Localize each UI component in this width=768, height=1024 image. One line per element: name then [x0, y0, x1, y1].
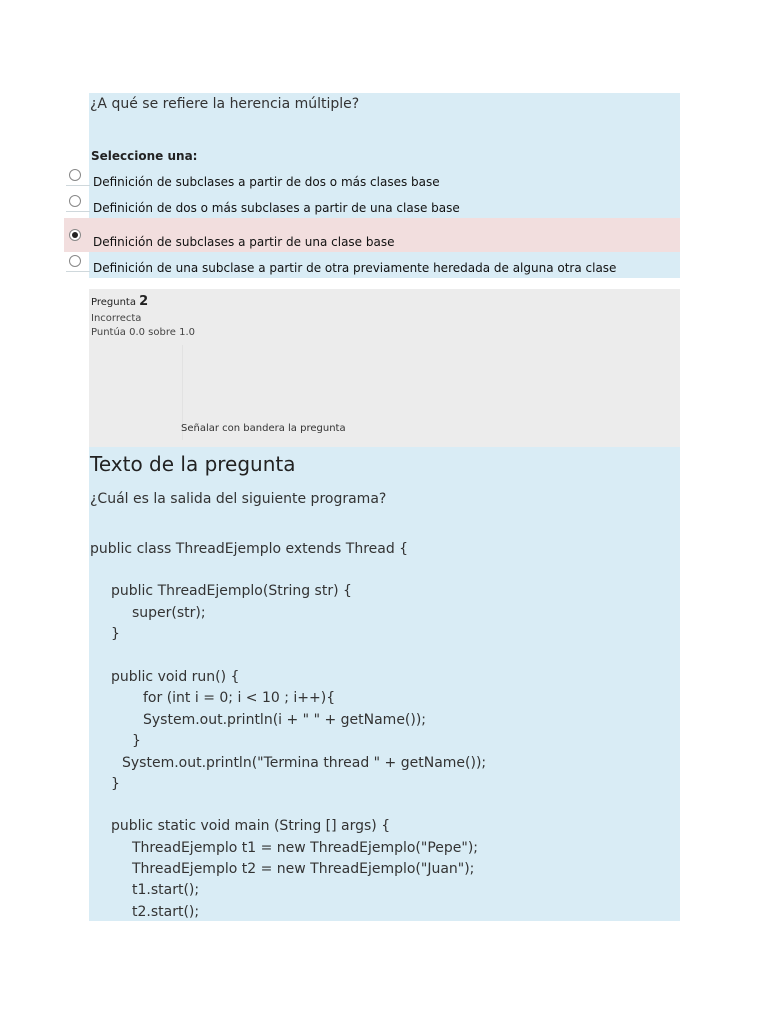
- question-2-text: ¿Cuál es la salida del siguiente programa?: [90, 491, 387, 507]
- code-line: }: [111, 626, 120, 642]
- answer-option-2[interactable]: [66, 193, 680, 219]
- code-line: public void run() {: [111, 669, 240, 685]
- option-separator: [66, 271, 90, 272]
- code-line: }: [111, 776, 120, 792]
- code-line: ThreadEjemplo t1 = new ThreadEjemplo("Pepe");: [132, 840, 479, 856]
- radio-button[interactable]: [69, 195, 81, 207]
- answer-option-label: Definición de dos o más subclases a partir de una clase base: [93, 201, 460, 215]
- answer-option-label: Definición de subclases a partir de una clase base: [93, 235, 395, 249]
- answer-option-3[interactable]: [64, 218, 680, 252]
- question-1-text: ¿A qué se refiere la herencia múltiple?: [90, 96, 360, 112]
- code-line: ThreadEjemplo t2 = new ThreadEjemplo("Juan");: [132, 861, 475, 877]
- code-line: public ThreadEjemplo(String str) {: [111, 583, 352, 599]
- code-line: }: [132, 733, 141, 749]
- code-line: t2.start();: [132, 904, 200, 920]
- question-score: Puntúa 0.0 sobre 1.0: [91, 327, 195, 338]
- question-status: Incorrecta: [91, 313, 142, 324]
- code-line: super(str);: [132, 605, 206, 621]
- code-line: System.out.println(i + " " + getName());: [143, 712, 427, 728]
- answer-option-label: Definición de una subclase a partir de otra previamente heredada de alguna otra clase: [93, 261, 617, 275]
- radio-button[interactable]: [69, 255, 81, 267]
- question-info-panel: [89, 289, 680, 447]
- code-line: public static void main (String [] args) {: [111, 818, 391, 834]
- question-label: Pregunta: [91, 297, 136, 308]
- radio-button-selected[interactable]: [69, 229, 81, 241]
- code-line: for (int i = 0; i < 10 ; i++){: [143, 690, 336, 706]
- code-line: t1.start();: [132, 882, 200, 898]
- answer-option-1[interactable]: [66, 167, 680, 193]
- flag-question-link[interactable]: Señalar con bandera la pregunta: [181, 423, 346, 434]
- question-number: [91, 294, 148, 309]
- radio-button[interactable]: [69, 169, 81, 181]
- answer-option-label: Definición de subclases a partir de dos o más clases base: [93, 175, 440, 189]
- question-number-value: 2: [139, 294, 149, 309]
- question-text-heading: Texto de la pregunta: [90, 452, 296, 476]
- option-separator: [66, 211, 90, 212]
- option-separator: [66, 185, 90, 186]
- select-one-label: Seleccione una:: [91, 149, 198, 163]
- code-line: System.out.println("Termina thread " + getName());: [122, 755, 487, 771]
- answer-option-4[interactable]: [66, 253, 680, 279]
- code-line: public class ThreadEjemplo extends Thread {: [90, 541, 409, 557]
